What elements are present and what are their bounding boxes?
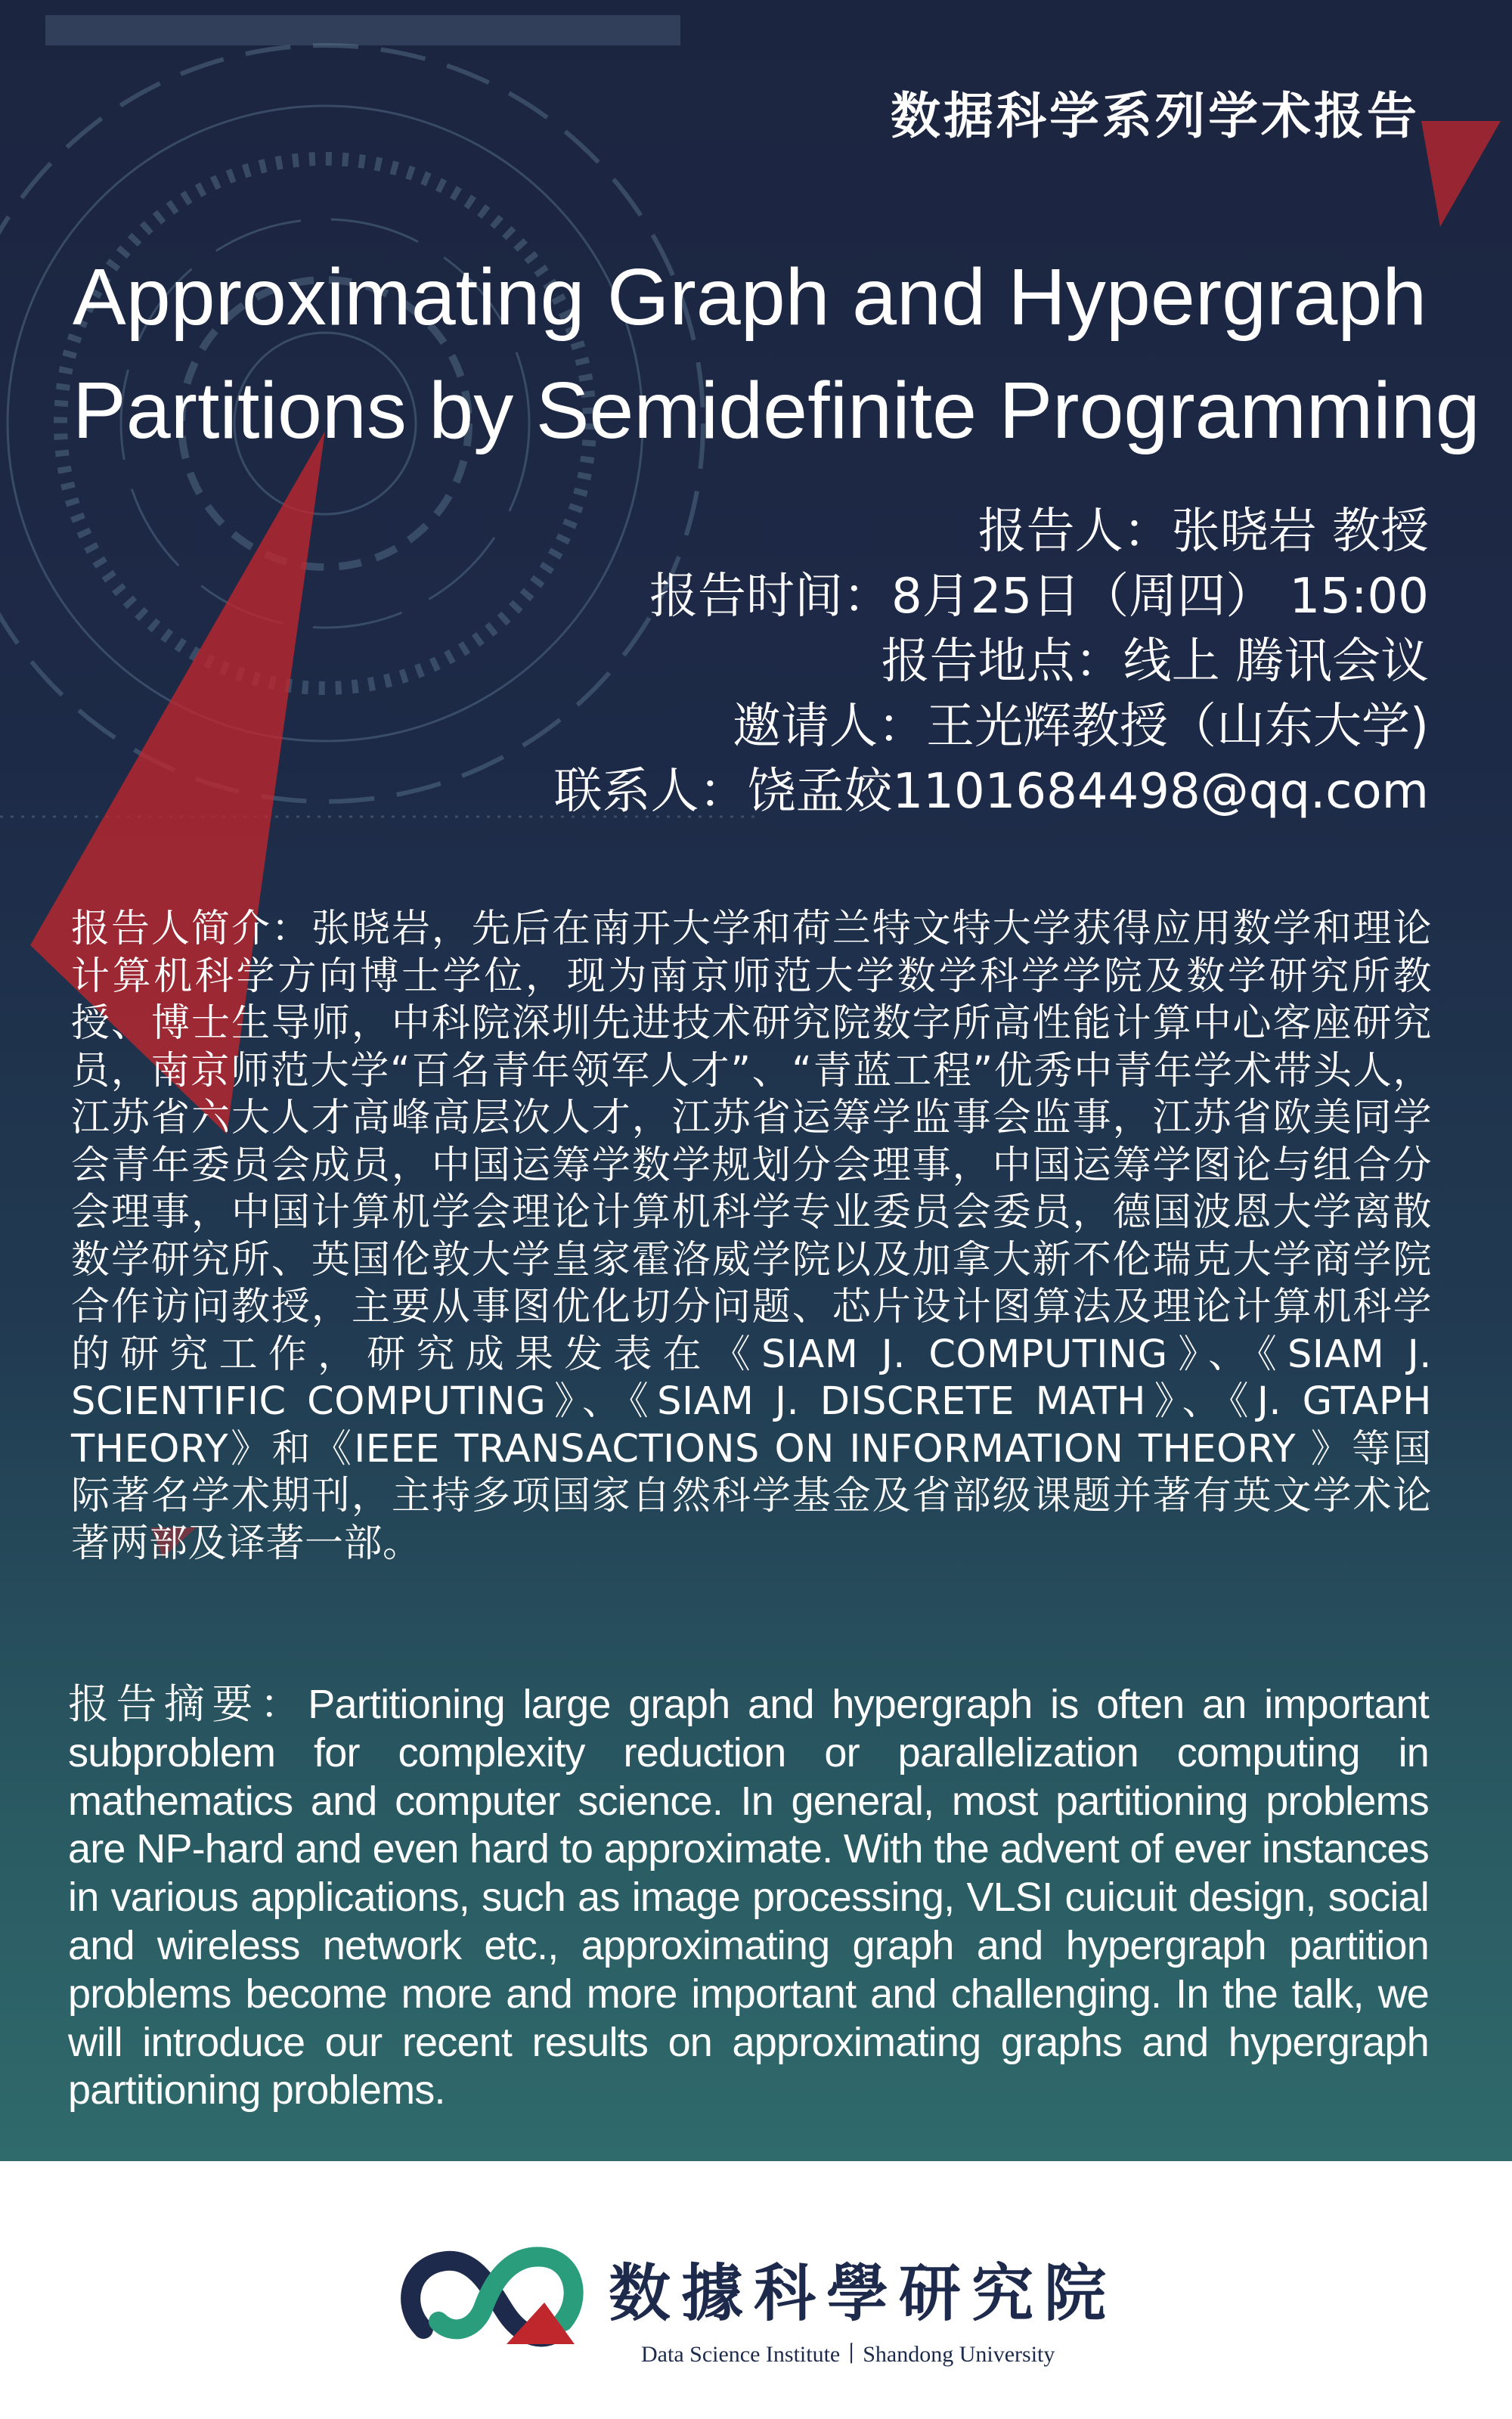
talk-title bbox=[73, 240, 1494, 467]
institute-name-cn: 数據科學研究院 bbox=[609, 2257, 1117, 2330]
institute-name-en: Data Science Institute丨Shandong University bbox=[641, 2342, 1055, 2367]
talk-info bbox=[554, 499, 1429, 824]
venue-line: 报告地点：线上 腾讯会议 bbox=[881, 634, 1429, 690]
speaker-bio: 报告人简介：张晓岩，先后在南开大学和荷兰特文特大学获得应用数学和理论计算机科学方向博士学位，现为南京师范大学数学科学学院及数学研究所教授、博士生导师，中科院深圳先进技术研究院数字所高性能计算中心客座研究员，南京师范大学“百名青年领军人才”、“青蓝工程”优秀中青年学术带头人，江苏省六大人才高峰高层次人才，江苏省运筹学监事会监事，江苏省欧美同学会青年委员会成员，中国运筹学数学规划分会理事，中国运筹学图论与组合分会理事，中国计算机学会理论计算机科学专业委员会委员，德国波恩大学离散数学研究所、英国伦敦大学皇家霍洛威学院以及加拿大新不伦瑞克大学商学院合作访问教授，主要从事图优化切分问题、芯片设计图算法及理论计算机科学的研究工作，研究成果发表在《SIAM J. COMPUTING》、《SIAM J. SCIENTIFIC COMPUTING》、《SIAM J. DISCRETE MATH》、《J. GTAPH THEORY》和《IEEE TRANSACTIONS ON INFORMATION THEORY 》等国际著名学术期刊，主持多项国家自然科学基金及省部级课题并著有英文学术论著两部及译著一部。 bbox=[71, 907, 1432, 1566]
abstract-text: Partitioning large graph and hypergraph is often an important subproblem for complexity reduction or parallelization computing in mathematics and computer science. In general, most partitioning problems are NP-hard and even hard to approximate. With the advent of ever instances in various applications, such as image processing, VLSI cuicuit design, social and wireless network etc., approximating graph and hypergraph partition problems become more and more important and challenging. In the talk, we will introduce our recent results on approximating graphs and hypergraph partitioning problems. bbox=[68, 1682, 1429, 2114]
inviter-line: 邀请人：王光辉教授（山东大学) bbox=[733, 699, 1429, 755]
talk-abstract bbox=[68, 1680, 1429, 2115]
talk-title-line-1: Approximating Graph and Hypergraph bbox=[73, 253, 1427, 342]
talk-title-line-2: Partitions by Semidefinite Programming bbox=[73, 366, 1480, 455]
contact-line: 联系人：饶孟姣1101684498@qq.com bbox=[553, 764, 1429, 820]
speaker-line: 报告人：张晓岩 教授 bbox=[978, 504, 1429, 560]
red-triangle-small bbox=[1421, 121, 1501, 227]
abstract-label: 报告摘要： bbox=[68, 1680, 308, 1728]
series-title: 数据科学系列学术报告 bbox=[891, 87, 1420, 145]
institute-logo-icon bbox=[393, 2231, 590, 2359]
time-line: 报告时间：8月25日（周四） 15:00 bbox=[649, 569, 1429, 625]
